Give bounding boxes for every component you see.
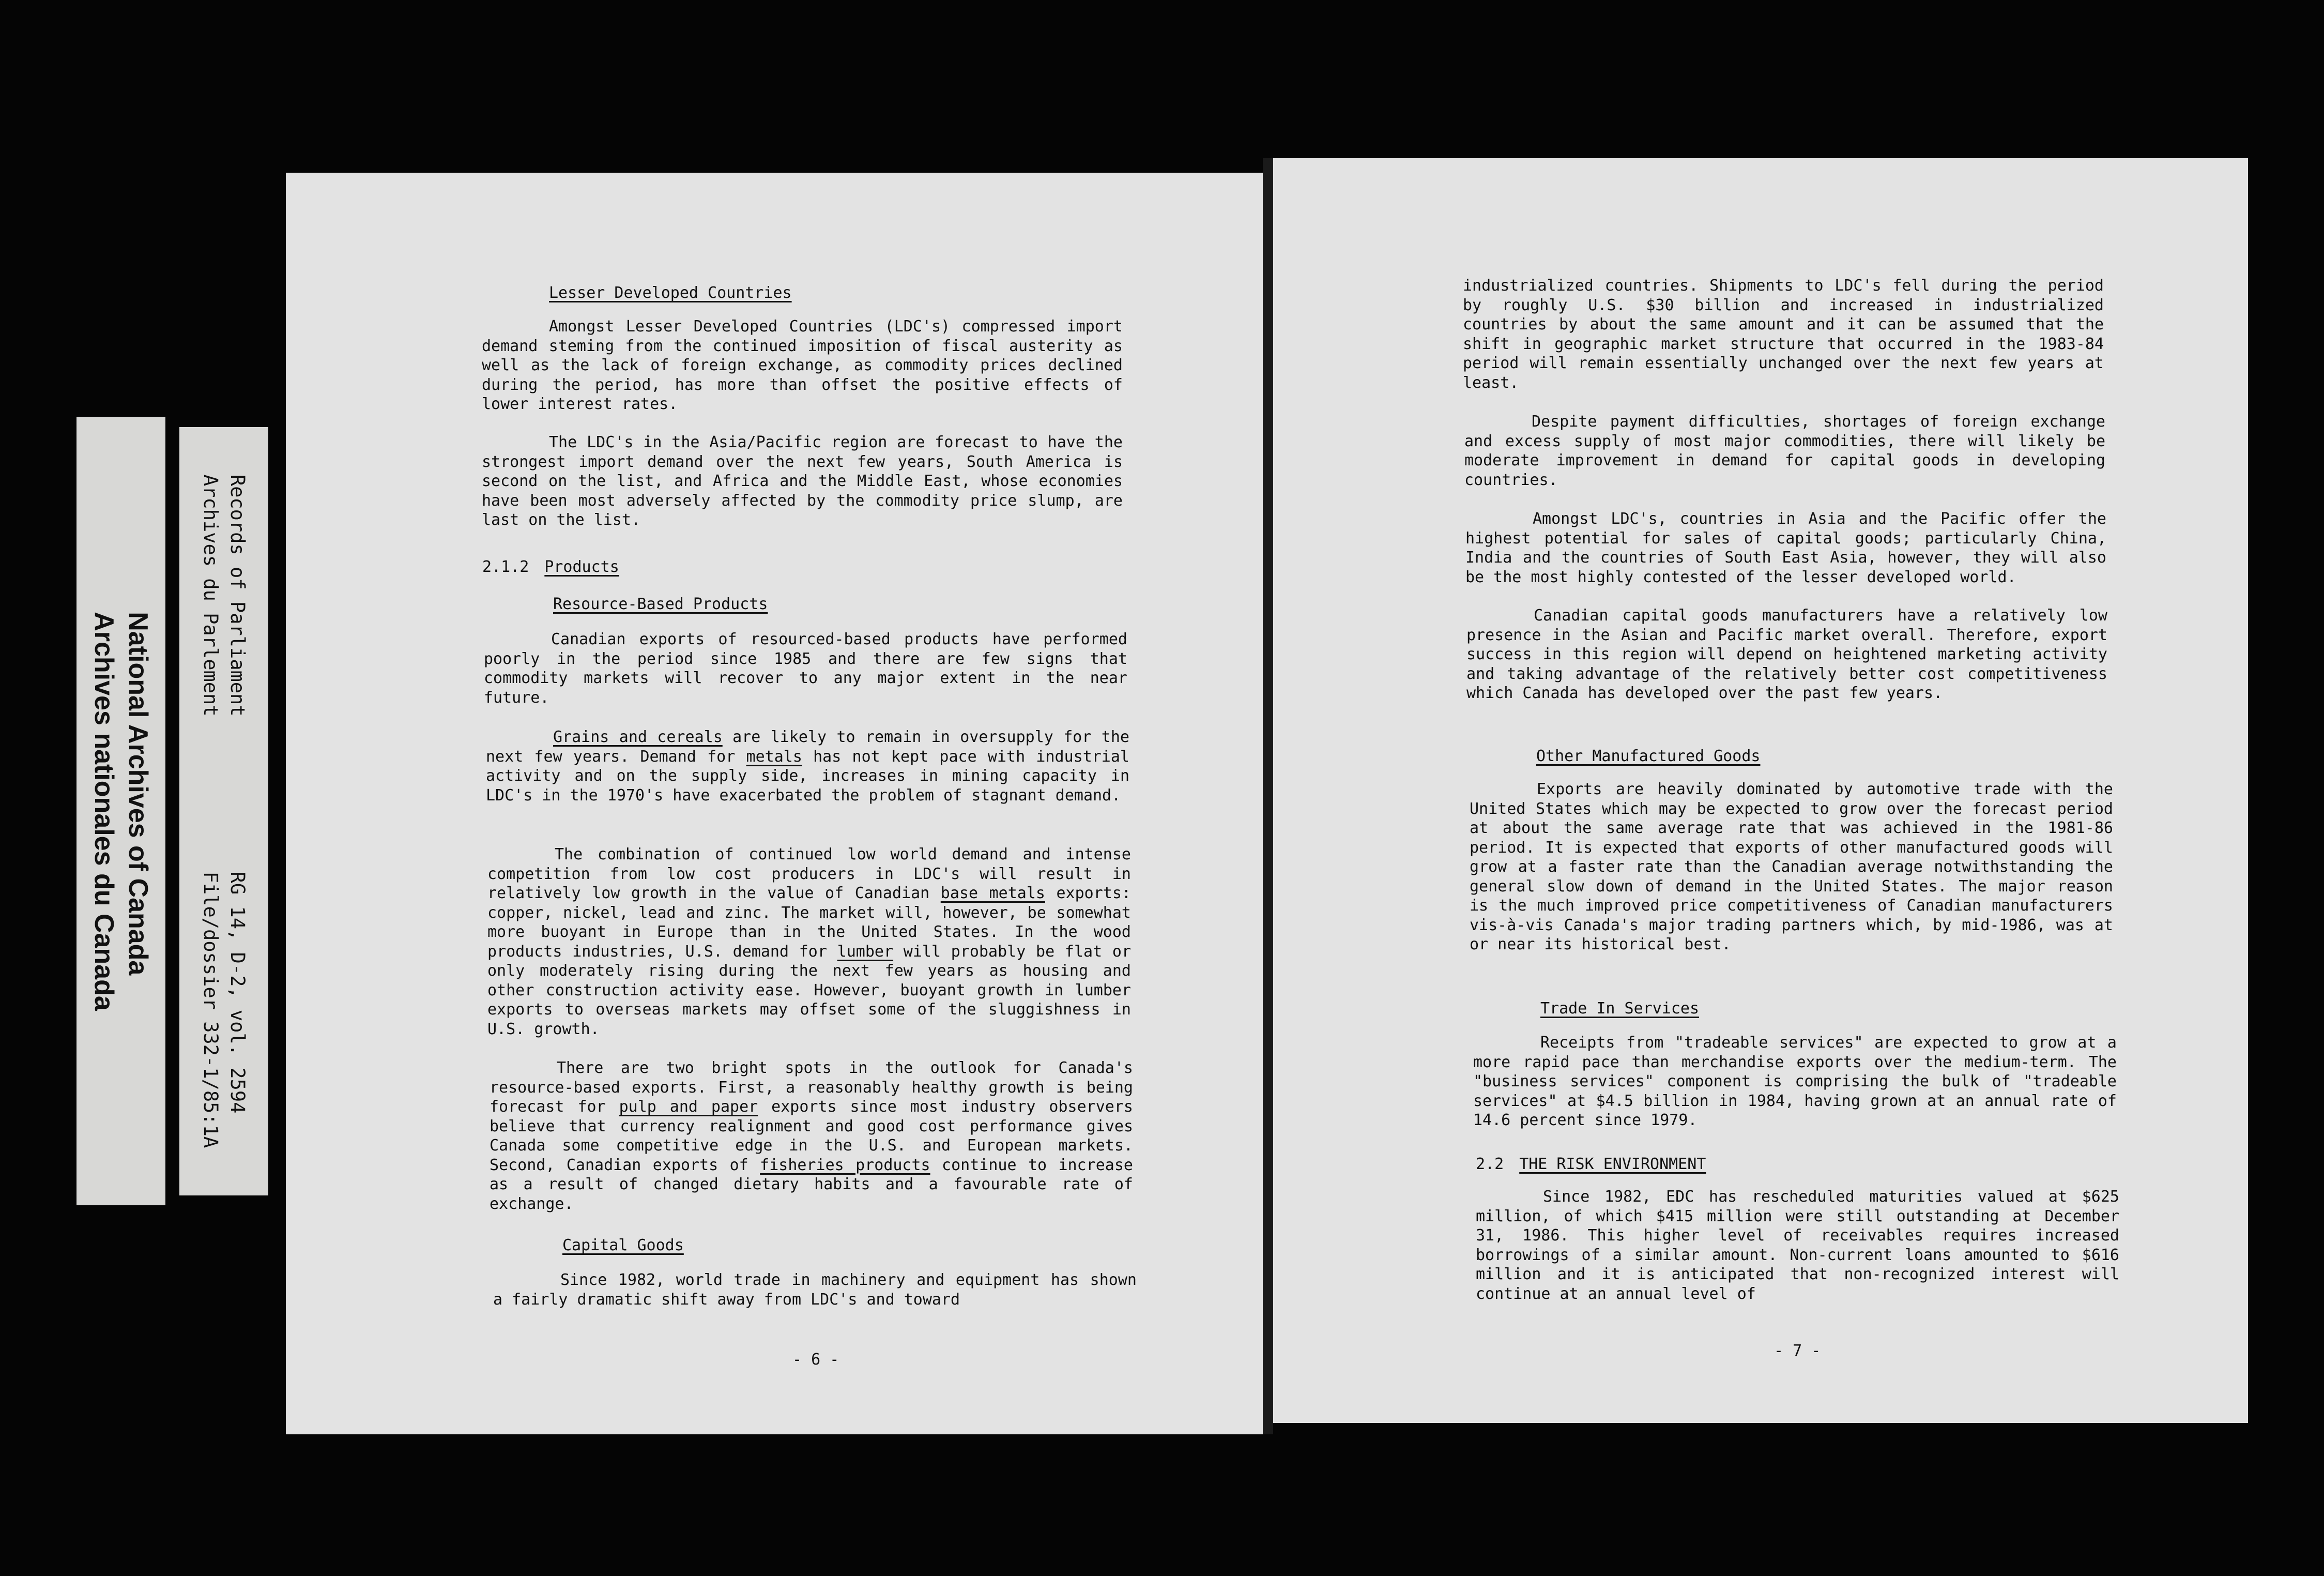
term-grains-and-cereals: Grains and cereals	[553, 728, 723, 746]
term-metals: metals	[746, 747, 802, 766]
risk-section-title: THE RISK ENVIRONMENT	[1519, 1155, 1706, 1173]
archive-name-en: National Archives of Canada	[123, 611, 153, 975]
records-name-en: Records of Parliament	[226, 474, 249, 717]
paragraph-canadian-capital: Canadian capital goods manufacturers have a relatively low presence in the Asian and Pacific market overall. Therefore, export success in this region will depend on heightened marketing activity and taking advantage of the relatively better cost competitiveness which Canada has developed over the past few years.	[1466, 607, 2107, 702]
term-lumber: lumber	[837, 942, 894, 961]
paragraph-resource-based: Canadian exports of resourced-based products have performed poorly in the period since 1985 and there are few signs that commodity markets will recover to any major extent in the near future.	[484, 630, 1127, 707]
section-number: 2.1.2	[482, 558, 529, 576]
term-fisheries-products: fisheries products	[760, 1156, 930, 1174]
archive-name-fr: Archives nationales du Canada	[89, 611, 119, 1011]
section-heading-products	[482, 557, 619, 577]
paragraph-amongst-ldcs: Amongst LDC's, countries in Asia and the Pacific offer the highest potential for sales of capital goods; particularly China, India and the countries of South East Asia, however, they will also be the most highly contested of the lesser developed world.	[1465, 510, 2106, 586]
paragraph-despite-payment: Despite payment difficulties, shortages of foreign exchange and excess supply of most major commodities, there will likely be moderate improvement in demand for capital goods in developing countries.	[1464, 413, 2105, 489]
term-base-metals: base metals	[940, 884, 1045, 902]
term-pulp-and-paper: pulp and paper	[619, 1098, 758, 1116]
risk-section-number: 2.2	[1476, 1155, 1504, 1173]
book-gutter	[1263, 158, 1273, 1434]
page-number-right: - 7 -	[1774, 1342, 1821, 1360]
heading-capital-goods: Capital Goods	[562, 1236, 684, 1254]
paragraph-receipts: Receipts from "tradeable services" are expected to grow at a more rapid pace than merchandise exports over the medium-term. The "business services" component is comprising the bulk of "tradeable services" at $4.5 billion in 1984, having grown at an annual rate of 14.6 percent since 1979.	[1473, 1034, 2117, 1129]
paragraph-ldc-1: Amongst Lesser Developed Countries (LDC's) compressed import demand steming from the continued imposition of fiscal austerity as well as the lack of foreign exchange, as commodity prices declined during the period, has more than offset the positive effects of lower interest rates.	[482, 317, 1123, 413]
heading-other-manufactured-goods: Other Manufactured Goods	[1536, 747, 1761, 765]
record-group-ref: RG 14, D-2, vol. 2594	[226, 871, 249, 1114]
paragraph-capital-goods: Since 1982, world trade in machinery and equipment has shown a fairly dramatic shift away from LDC's and toward	[493, 1271, 1137, 1309]
section-title: Products	[544, 558, 619, 576]
section-heading-risk-environment	[1476, 1155, 1706, 1174]
paragraph-bright-spots: There are two bright spots in the outlook for Canada's resource-based exports. First, a reasonably healthy growth is being forecast for pulp and paper exports since most industry observers believe that currency realignment and good cost performance gives Canada some competitive edge in the U.S. and European markets. Second, Canadian exports of fisheries products continue to increase as a result of changed dietary habits and a favourable rate of exchange.	[490, 1059, 1133, 1213]
page-number-left: - 6 -	[792, 1351, 839, 1369]
records-label-strip	[179, 427, 268, 1195]
paragraph-industrialized-countries: industrialized countries. Shipments to LDC's fell during the period by roughly U.S. $30 billion and increased in industrialized countries by about the same amount and it can be assumed that the shift in geographic market structure that occurred in the 1983-84 period will remain essentially unchanged over the next few years at least.	[1463, 277, 2104, 392]
heading-lesser-developed-countries: Lesser Developed Countries	[549, 284, 792, 302]
paragraph-ldc-2: The LDC's in the Asia/Pacific region are forecast to have the strongest import demand over the next few years, South America is second on the list, and Africa and the Middle East, whose economies have been most adversely affected by the commodity price slump, are last on the list.	[482, 433, 1123, 529]
paragraph-exports: Exports are heavily dominated by automotive trade with the United States which may be expected to grow over the forecast period at about the same average rate that was achieved in the 1981-86 period. It is expected that exports of other manufactured goods will grow at a faster rate than the Canadian average notwithstanding the general slow down of demand in the United States. The major reason is the much improved price competitiveness of Canadian manufacturers vis-à-vis Canada's major trading partners which, by mid-1986, was at or near its historical best.	[1470, 780, 2113, 953]
paragraph-since-1982-edc: Since 1982, EDC has rescheduled maturities valued at $625 million, of which $415 million were still outstanding at December 31, 1986. This higher level of receivables requires increased borrowings of a similar amount. Non-current loans amounted to $616 million and it is anticipated that non-recognized interest will continue at an annual level of	[1476, 1188, 2119, 1303]
heading-resource-based-products: Resource-Based Products	[553, 595, 768, 613]
records-name-fr: Archives du Parlement	[200, 474, 222, 717]
archive-label-strip	[77, 417, 165, 1205]
file-ref: File/dossier 332-1/85:1A	[200, 871, 222, 1148]
paragraph-combination: The combination of continued low world demand and intense competition from low cost producers in LDC's will result in relatively low growth in the value of Canadian base metals exports: copper, nickel, lead and zinc. The market will, however, be somewhat more buoyant in Europe than in the United States. In the wood products industries, U.S. demand for lumber will probably be flat or only moderately rising during the next few years as housing and other construction activity ease. However, buoyant growth in lumber exports to overseas markets may offset some of the sluggishness in U.S. growth.	[487, 845, 1131, 1038]
heading-trade-in-services: Trade In Services	[1540, 999, 1700, 1018]
paragraph-grains-metals: Grains and cereals are likely to remain in oversupply for the next few years. Demand for metals has not kept pace with industrial activity and on the supply side, increases in mining capacity in LDC's in the 1970's have exacerbated the problem of stagnant demand.	[486, 728, 1129, 805]
